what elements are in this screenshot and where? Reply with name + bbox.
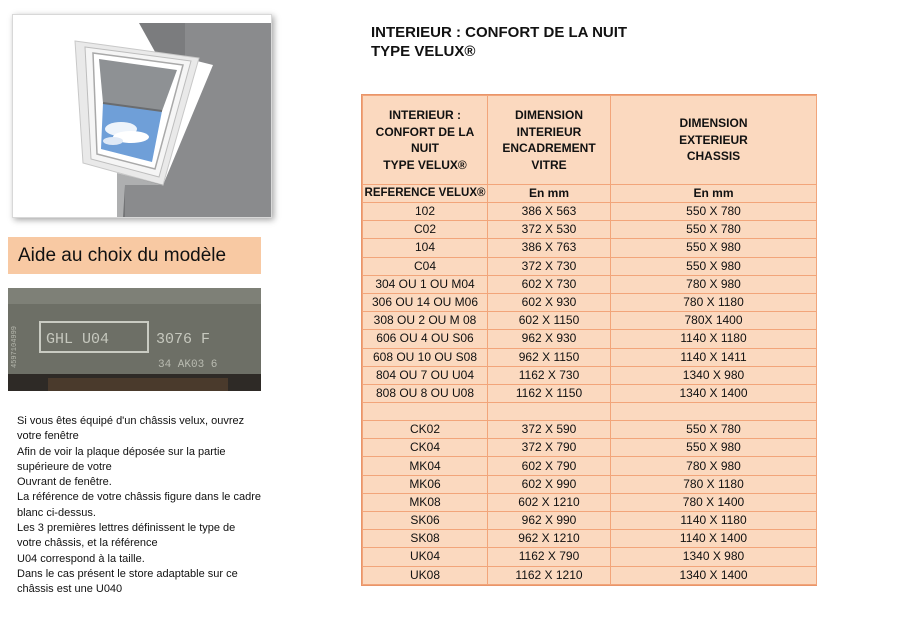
header-line: ENCADREMENT: [502, 141, 596, 155]
table-row: [363, 239, 817, 257]
cell-reference: UK04: [363, 548, 488, 566]
cell-interior: 1162 X 1150: [488, 384, 611, 402]
cell-reference: MK08: [363, 493, 488, 511]
header-reference: [363, 96, 488, 185]
model-help-label: Aide au choix du modèle: [18, 244, 227, 266]
table-row: [363, 512, 817, 530]
cell-exterior: 1340 X 980: [611, 366, 817, 384]
table-row: [363, 257, 817, 275]
cell-reference: 808 OU 8 OU U08: [363, 384, 488, 402]
cell-reference: C04: [363, 257, 488, 275]
instruction-line: Afin de voir la plaque déposée sur la partie supérieure de votre: [17, 445, 226, 473]
cell-interior: 1162 X 730: [488, 366, 611, 384]
cell-interior: 372 X 790: [488, 439, 611, 457]
cell-interior: 386 X 563: [488, 203, 611, 221]
cell-interior: 962 X 990: [488, 512, 611, 530]
instructions-text: [17, 414, 262, 598]
table-row: [363, 384, 817, 402]
cell-exterior: 1140 X 1400: [611, 530, 817, 548]
plate-sub: 34 AK03 6: [158, 359, 218, 371]
instruction-line: La référence de votre châssis figure dans le cadre blanc ci-dessus.: [17, 491, 261, 519]
cell-exterior: 1340 X 1400: [611, 384, 817, 402]
cell-exterior: 780 X 1180: [611, 475, 817, 493]
cell-exterior: 1340 X 980: [611, 548, 817, 566]
cell-reference: CK04: [363, 439, 488, 457]
table-header-row: [363, 96, 817, 185]
spacer-cell: [363, 403, 488, 421]
units-exterior: En mm: [611, 185, 817, 203]
table-spacer-row: [363, 403, 817, 421]
table-row: [363, 439, 817, 457]
cell-exterior: 550 X 780: [611, 421, 817, 439]
cell-interior: 602 X 730: [488, 275, 611, 293]
cell-interior: 372 X 730: [488, 257, 611, 275]
header-line: TYPE VELUX®: [383, 157, 467, 172]
cell-interior: 372 X 590: [488, 421, 611, 439]
cell-exterior: 1140 X 1180: [611, 512, 817, 530]
table-row: [363, 366, 817, 384]
dimension-table-wrapper: [362, 95, 816, 585]
instruction-line: Ouvrant de fenêtre.: [17, 476, 112, 489]
cell-interior: 962 X 930: [488, 330, 611, 348]
cell-exterior: 780 X 980: [611, 275, 817, 293]
cell-exterior: 550 X 980: [611, 239, 817, 257]
cell-reference: 102: [363, 203, 488, 221]
table-row: [363, 493, 817, 511]
page-title: [371, 23, 627, 61]
cell-interior: 602 X 1210: [488, 493, 611, 511]
page-title-line1: INTERIEUR : CONFORT DE LA NUIT: [371, 24, 628, 41]
table-row: [363, 475, 817, 493]
header-line: CONFORT DE LA: [375, 124, 475, 139]
cell-reference: UK08: [363, 566, 488, 584]
cell-reference: CK02: [363, 421, 488, 439]
cell-exterior: 780 X 1180: [611, 293, 817, 311]
cell-reference: SK06: [363, 512, 488, 530]
table-units-row: [363, 185, 817, 203]
cell-exterior: 550 X 980: [611, 257, 817, 275]
cell-exterior: 780 X 980: [611, 457, 817, 475]
plate-illustration: [8, 288, 261, 391]
instruction-line: U04 correspond à la taille.: [17, 552, 145, 565]
plate-number: 3076 F: [156, 331, 211, 348]
cell-interior: 1162 X 790: [488, 548, 611, 566]
cell-reference: MK06: [363, 475, 488, 493]
velux-window-photo: [12, 14, 272, 218]
cell-interior: 962 X 1150: [488, 348, 611, 366]
cell-interior: 372 X 530: [488, 221, 611, 239]
cell-interior: 602 X 930: [488, 293, 611, 311]
velux-window-illustration: [13, 15, 271, 217]
table-row: [363, 221, 817, 239]
cell-reference: 804 OU 7 OU U04: [363, 366, 488, 384]
header-line: NUIT: [411, 141, 439, 155]
cell-exterior: 1340 X 1400: [611, 566, 817, 584]
cell-interior: 602 X 790: [488, 457, 611, 475]
cell-exterior: 1140 X 1411: [611, 348, 817, 366]
cell-reference: MK04: [363, 457, 488, 475]
table-row: [363, 421, 817, 439]
header-line: VITRE: [531, 157, 567, 172]
page-title-line2: TYPE VELUX®: [371, 43, 476, 60]
header-line: INTERIEUR :: [389, 108, 461, 122]
spacer-cell: [488, 403, 611, 421]
header-exterior-dimension: [611, 96, 817, 185]
table-row: [363, 548, 817, 566]
instruction-line: Les 3 premières lettres définissent le type de votre châssis, et la référence: [17, 522, 236, 550]
plate-code: GHL U04: [46, 331, 110, 348]
cell-interior: 962 X 1210: [488, 530, 611, 548]
header-line: DIMENSION: [514, 108, 583, 122]
table-row: [363, 275, 817, 293]
header-line: CHASSIS: [686, 149, 741, 164]
plate-side-number: 4597104999: [11, 325, 19, 368]
identification-plate-photo: [8, 288, 261, 391]
cell-interior: 1162 X 1210: [488, 566, 611, 584]
instruction-line: Dans le cas présent le store adaptable sur ce châssis est une U040: [17, 567, 238, 596]
table-row: [363, 330, 817, 348]
cell-reference: 104: [363, 239, 488, 257]
cell-exterior: 1140 X 1180: [611, 330, 817, 348]
dimension-table: [362, 95, 817, 585]
header-line: INTERIEUR: [516, 124, 582, 139]
table-row: [363, 566, 817, 584]
header-line: DIMENSION: [679, 116, 748, 131]
cell-interior: 602 X 1150: [488, 312, 611, 330]
units-reference: REFERENCE VELUX®: [363, 185, 488, 203]
cell-reference: 304 OU 1 OU M04: [363, 275, 488, 293]
model-help-banner: [8, 237, 261, 274]
units-interior: En mm: [488, 185, 611, 203]
cell-exterior: 550 X 980: [611, 439, 817, 457]
cell-reference: 308 OU 2 OU M 08: [363, 312, 488, 330]
cell-exterior: 550 X 780: [611, 203, 817, 221]
table-row: [363, 348, 817, 366]
cell-exterior: 780 X 1400: [611, 493, 817, 511]
table-row: [363, 530, 817, 548]
cell-exterior: 780X 1400: [611, 312, 817, 330]
cell-exterior: 550 X 780: [611, 221, 817, 239]
cell-reference: 606 OU 4 OU S06: [363, 330, 488, 348]
cell-interior: 602 X 990: [488, 475, 611, 493]
instruction-line: Si vous êtes équipé d'un châssis velux, ouvrez votre fenêtre: [17, 415, 245, 443]
cell-interior: 386 X 763: [488, 239, 611, 257]
cell-reference: 306 OU 14 OU M06: [363, 293, 488, 311]
table-row: [363, 203, 817, 221]
spacer-cell: [611, 403, 817, 421]
cell-reference: SK08: [363, 530, 488, 548]
table-row: [363, 312, 817, 330]
cell-reference: C02: [363, 221, 488, 239]
cell-reference: 608 OU 10 OU S08: [363, 348, 488, 366]
table-row: [363, 293, 817, 311]
table-row: [363, 457, 817, 475]
header-line: EXTERIEUR: [679, 132, 748, 147]
header-interior-dimension: [488, 96, 611, 185]
